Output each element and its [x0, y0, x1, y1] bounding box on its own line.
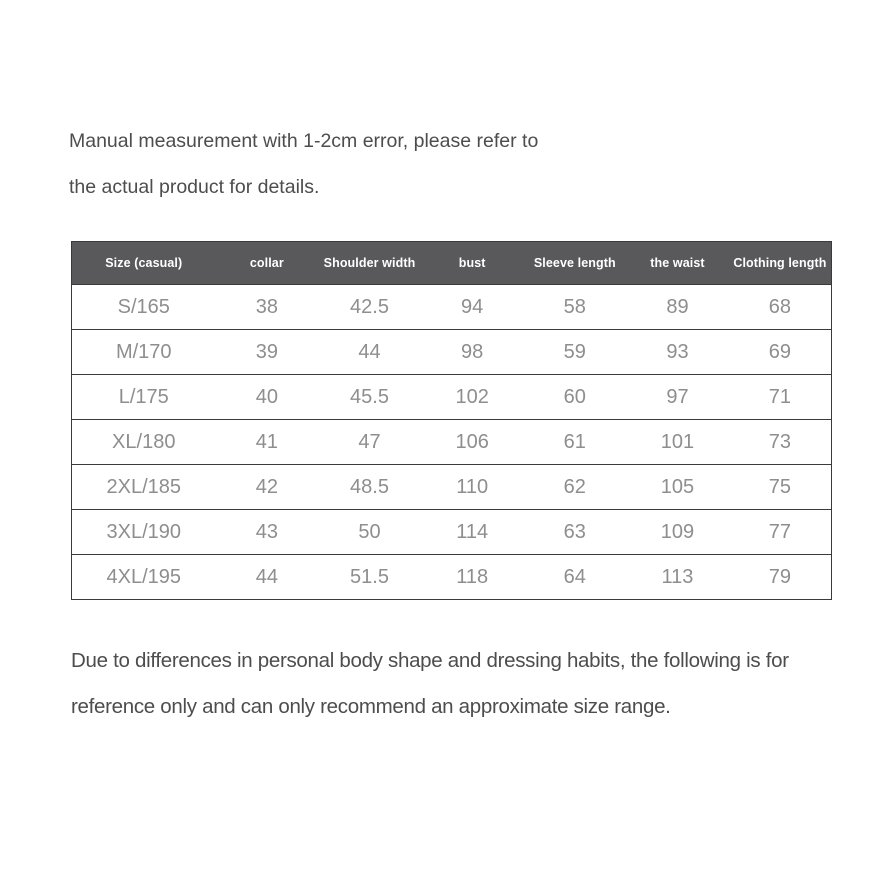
measurement-value-cell: 77	[729, 510, 832, 555]
measurement-note	[69, 118, 538, 210]
measurement-value-cell: 40	[216, 375, 319, 420]
measurement-value-cell: 59	[523, 330, 626, 375]
size-table-column-header: the waist	[626, 242, 729, 285]
size-table-column-header: Size (casual)	[72, 242, 216, 285]
measurement-value-cell: 110	[421, 465, 524, 510]
measurement-value-cell: 98	[421, 330, 524, 375]
size-disclaimer-line-1: Due to differences in personal body shape and dressing habits, the following is for	[71, 649, 789, 672]
measurement-value-cell: 50	[318, 510, 421, 555]
size-table-column-header: bust	[421, 242, 524, 285]
size-table-row	[72, 330, 832, 375]
size-table	[71, 241, 832, 600]
size-table-column-header: Clothing length	[729, 242, 832, 285]
size-table-row	[72, 555, 832, 600]
measurement-value-cell: 62	[523, 465, 626, 510]
size-table-row	[72, 285, 832, 330]
measurement-value-cell: 42	[216, 465, 319, 510]
measurement-value-cell: 94	[421, 285, 524, 330]
measurement-value-cell: 73	[729, 420, 832, 465]
measurement-value-cell: 48.5	[318, 465, 421, 510]
measurement-value-cell: 47	[318, 420, 421, 465]
size-label-cell: 4XL/195	[72, 555, 216, 600]
measurement-value-cell: 114	[421, 510, 524, 555]
measurement-value-cell: 43	[216, 510, 319, 555]
size-table-header	[72, 242, 832, 285]
size-label-cell: XL/180	[72, 420, 216, 465]
measurement-value-cell: 71	[729, 375, 832, 420]
measurement-value-cell: 44	[318, 330, 421, 375]
measurement-value-cell: 102	[421, 375, 524, 420]
size-table-row	[72, 375, 832, 420]
measurement-note-line-1: Manual measurement with 1-2cm error, please refer to	[69, 130, 539, 152]
size-label-cell: M/170	[72, 330, 216, 375]
measurement-value-cell: 58	[523, 285, 626, 330]
size-table-row	[72, 465, 832, 510]
measurement-value-cell: 109	[626, 510, 729, 555]
measurement-value-cell: 68	[729, 285, 832, 330]
measurement-value-cell: 39	[216, 330, 319, 375]
measurement-value-cell: 79	[729, 555, 832, 600]
measurement-value-cell: 45.5	[318, 375, 421, 420]
size-table-column-header: Sleeve length	[523, 242, 626, 285]
measurement-value-cell: 44	[216, 555, 319, 600]
measurement-value-cell: 41	[216, 420, 319, 465]
measurement-value-cell: 61	[523, 420, 626, 465]
measurement-value-cell: 97	[626, 375, 729, 420]
size-table-row	[72, 420, 832, 465]
size-table-body	[72, 285, 832, 600]
size-table-column-header: Shoulder width	[318, 242, 421, 285]
size-table-header-row	[72, 242, 832, 285]
measurement-value-cell: 101	[626, 420, 729, 465]
measurement-value-cell: 51.5	[318, 555, 421, 600]
measurement-value-cell: 42.5	[318, 285, 421, 330]
size-label-cell: L/175	[72, 375, 216, 420]
measurement-value-cell: 64	[523, 555, 626, 600]
measurement-value-cell: 118	[421, 555, 524, 600]
size-table-column-header: collar	[216, 242, 319, 285]
measurement-value-cell: 93	[626, 330, 729, 375]
size-disclaimer	[71, 638, 789, 730]
measurement-value-cell: 89	[626, 285, 729, 330]
measurement-value-cell: 113	[626, 555, 729, 600]
measurement-value-cell: 38	[216, 285, 319, 330]
measurement-value-cell: 106	[421, 420, 524, 465]
measurement-value-cell: 63	[523, 510, 626, 555]
measurement-value-cell: 60	[523, 375, 626, 420]
size-table-row	[72, 510, 832, 555]
size-label-cell: 3XL/190	[72, 510, 216, 555]
size-label-cell: 2XL/185	[72, 465, 216, 510]
measurement-value-cell: 69	[729, 330, 832, 375]
size-disclaimer-line-2: reference only and can only recommend an approximate size range.	[71, 695, 671, 718]
measurement-note-line-2: the actual product for details.	[69, 176, 320, 198]
measurement-value-cell: 75	[729, 465, 832, 510]
size-label-cell: S/165	[72, 285, 216, 330]
measurement-value-cell: 105	[626, 465, 729, 510]
